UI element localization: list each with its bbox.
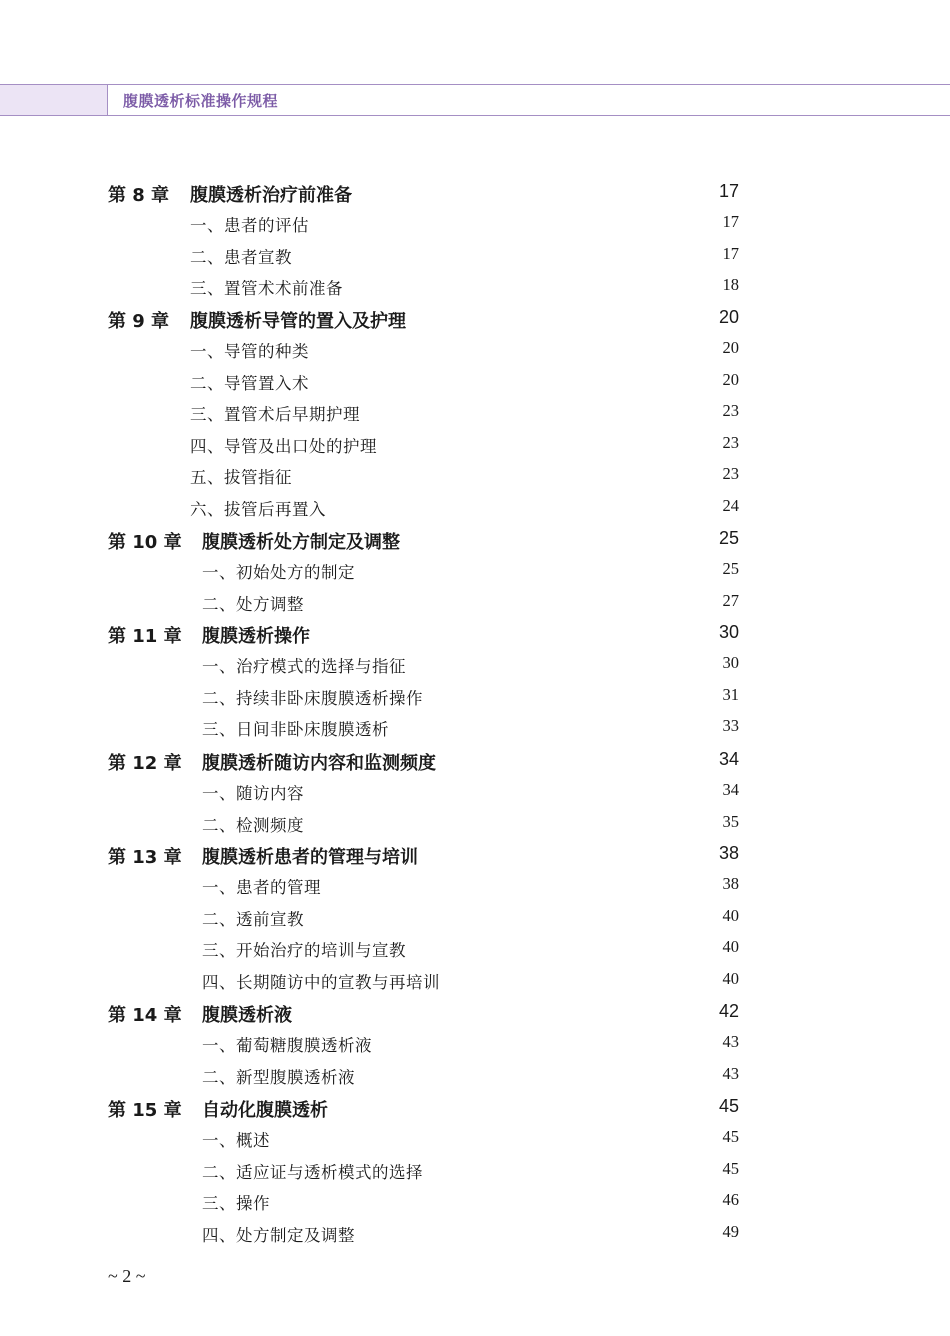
chapter-page-number: 34 <box>718 749 739 769</box>
section-title: 五、拔管指征 <box>190 468 292 488</box>
section-title: 二、新型腹膜透析液 <box>202 1067 355 1087</box>
section-page-number: 43 <box>722 1032 739 1051</box>
toc-chapter-row <box>0 528 950 558</box>
section-page-number: 40 <box>722 937 739 957</box>
section-page-number: 17 <box>722 243 739 263</box>
section-page-number: 20 <box>722 338 739 357</box>
chapter-page-number: 30 <box>718 622 739 642</box>
section-page-number: 23 <box>722 432 739 452</box>
toc-section-row <box>0 969 950 999</box>
section-page-number: 27 <box>722 590 739 610</box>
toc-section-row <box>0 338 950 368</box>
chapter-page-number: 17 <box>718 181 739 201</box>
section-page-number: 49 <box>722 1221 739 1241</box>
header-title: 腹膜透析标准操作规程 <box>123 92 279 110</box>
section-title: 一、随访内容 <box>202 784 304 803</box>
toc-section-row <box>0 212 950 242</box>
toc-section-row <box>0 496 950 526</box>
section-page-number: 35 <box>722 811 739 831</box>
toc-section-row <box>0 874 950 904</box>
toc-chapter-row <box>0 622 950 652</box>
toc-section-row <box>0 275 950 305</box>
section-page-number: 40 <box>722 968 739 988</box>
toc-section-row <box>0 1222 950 1252</box>
toc-section-row <box>0 937 950 967</box>
section-page-number: 23 <box>722 464 739 484</box>
section-title: 三、置管术后早期护理 <box>190 405 360 425</box>
section-title: 三、开始治疗的培训与宣教 <box>202 941 406 961</box>
toc-chapter-row <box>0 1096 950 1126</box>
section-title: 三、日间非卧床腹膜透析 <box>202 720 389 740</box>
section-page-number: 40 <box>722 905 739 925</box>
toc-section-row <box>0 1159 950 1189</box>
section-title: 二、适应证与透析模式的选择 <box>202 1162 423 1182</box>
toc-section-row <box>0 1190 950 1220</box>
section-page-number: 34 <box>722 780 739 799</box>
chapter-number: 第 10 章 <box>108 532 182 553</box>
section-page-number: 38 <box>722 874 739 893</box>
chapter-page-number: 20 <box>718 307 739 327</box>
section-title: 一、导管的种类 <box>190 342 309 361</box>
section-title: 一、概述 <box>202 1131 270 1150</box>
toc-section-row <box>0 559 950 589</box>
toc-section-row <box>0 1064 950 1094</box>
chapter-title: 腹膜透析患者的管理与培训 <box>202 847 418 868</box>
section-title: 四、处方制定及调整 <box>202 1225 355 1245</box>
chapter-number: 第 11 章 <box>108 626 182 647</box>
toc-section-row <box>0 401 950 431</box>
toc-chapter-row <box>0 1001 950 1031</box>
toc-section-row <box>0 1032 950 1062</box>
section-title: 四、导管及出口处的护理 <box>190 436 377 456</box>
chapter-number: 第 12 章 <box>108 753 182 774</box>
chapter-title: 腹膜透析操作 <box>202 626 310 647</box>
section-page-number: 43 <box>722 1063 739 1083</box>
chapter-page-number: 45 <box>718 1096 739 1116</box>
section-title: 四、长期随访中的宣教与再培训 <box>202 972 440 992</box>
chapter-title: 腹膜透析治疗前准备 <box>190 185 352 206</box>
section-title: 二、透前宣教 <box>202 909 304 929</box>
toc-chapter-row <box>0 181 950 211</box>
toc-section-row <box>0 244 950 274</box>
toc-chapter-row <box>0 307 950 337</box>
section-page-number: 31 <box>722 684 739 704</box>
section-page-number: 33 <box>722 716 739 736</box>
toc-section-row <box>0 464 950 494</box>
section-page-number: 45 <box>722 1158 739 1178</box>
section-title: 六、拔管后再置入 <box>190 500 326 519</box>
chapter-page-number: 38 <box>718 843 739 863</box>
chapter-title: 腹膜透析导管的置入及护理 <box>190 311 406 332</box>
running-header <box>0 84 950 116</box>
section-page-number: 25 <box>722 559 739 578</box>
header-divider <box>107 85 108 115</box>
chapter-number: 第 15 章 <box>108 1100 182 1121</box>
chapter-page-number: 42 <box>718 1001 739 1021</box>
toc-section-row <box>0 653 950 683</box>
section-title: 一、患者的管理 <box>202 878 321 897</box>
section-page-number: 45 <box>722 1127 739 1146</box>
chapter-title: 腹膜透析随访内容和监测频度 <box>202 753 436 774</box>
section-title: 二、持续非卧床腹膜透析操作 <box>202 688 423 708</box>
section-title: 一、初始处方的制定 <box>202 563 355 582</box>
toc-section-row <box>0 433 950 463</box>
section-page-number: 17 <box>722 212 739 231</box>
page-number: ~ 2 ~ <box>108 1266 146 1286</box>
section-page-number: 20 <box>722 369 739 389</box>
chapter-title: 腹膜透析处方制定及调整 <box>202 532 400 553</box>
toc-section-row <box>0 370 950 400</box>
toc-chapter-row <box>0 749 950 779</box>
toc-section-row <box>0 591 950 621</box>
section-title: 三、操作 <box>202 1194 270 1214</box>
section-title: 二、检测频度 <box>202 815 304 835</box>
section-title: 一、葡萄糖腹膜透析液 <box>202 1036 372 1055</box>
chapter-page-number: 25 <box>718 528 739 548</box>
section-title: 二、患者宣教 <box>190 247 292 267</box>
section-page-number: 24 <box>722 496 739 515</box>
section-title: 一、治疗模式的选择与指征 <box>202 657 406 676</box>
chapter-number: 第 9 章 <box>108 311 170 332</box>
chapter-number: 第 13 章 <box>108 847 182 868</box>
section-title: 二、处方调整 <box>202 594 304 614</box>
toc-section-row <box>0 812 950 842</box>
section-title: 一、患者的评估 <box>190 216 309 235</box>
chapter-number: 第 14 章 <box>108 1005 182 1026</box>
toc-section-row <box>0 1127 950 1157</box>
chapter-title: 腹膜透析液 <box>202 1005 292 1026</box>
section-title: 二、导管置入术 <box>190 373 309 393</box>
section-title: 三、置管术术前准备 <box>190 279 343 299</box>
toc-section-row <box>0 716 950 746</box>
chapter-number: 第 8 章 <box>108 185 170 206</box>
toc-chapter-row <box>0 843 950 873</box>
section-page-number: 18 <box>722 275 739 295</box>
chapter-title: 自动化腹膜透析 <box>202 1100 328 1121</box>
toc-section-row <box>0 685 950 715</box>
toc-section-row <box>0 906 950 936</box>
section-page-number: 46 <box>722 1190 739 1210</box>
section-page-number: 23 <box>722 401 739 421</box>
toc-section-row <box>0 780 950 810</box>
section-page-number: 30 <box>722 653 739 672</box>
